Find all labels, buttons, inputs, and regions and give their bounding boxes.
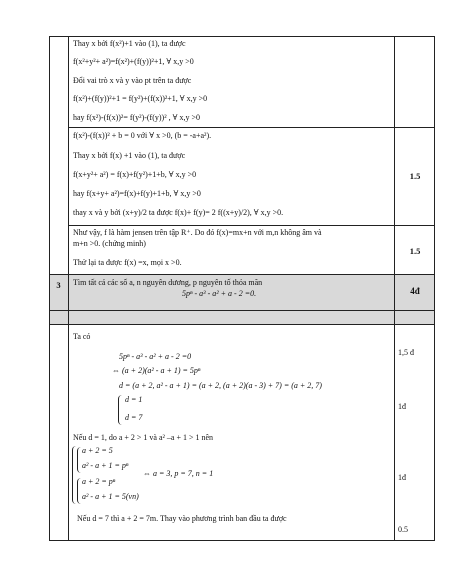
r1-line-5: hay f(x²)-(f(x))²= f(y²)-(f(y))² , ∀ x,y >0 bbox=[73, 113, 200, 122]
solution-eq-3: d = (a + 2, a² - a + 1) = (a + 2, (a + 2)(a - 3) + 7) = (a + 2, 7) bbox=[119, 381, 322, 390]
case-d1: d = 1 bbox=[125, 395, 143, 404]
problem-statement: Tìm tất cả các số a, n nguyên dương, p nguyên tố thỏa mãn bbox=[73, 278, 263, 287]
row-divider-1 bbox=[68, 127, 435, 128]
r1-line-1: Thay x bởi f(x²)+1 vào (1), ta được bbox=[73, 39, 186, 48]
r3-line-1: Như vậy, f là hàm jensen trên tập R⁺. Do đó f(x)=mx+n với m,n không âm và bbox=[73, 228, 322, 237]
system-1-eq-a: a + 2 = 5 bbox=[82, 446, 113, 455]
r1-line-2: f(x²+y²+ a²)=f(x²)+(f(y))²+1, ∀ x,y >0 bbox=[73, 57, 194, 66]
r1-line-4: f(x²)+(f(y))²+1 = f(y²)+(f(x))²+1, ∀ x,y >0 bbox=[73, 94, 208, 103]
r2-line-5: thay x và y bởi (x+y)/2 ta được f(x)+ f(y)= 2 f((x+y)/2), ∀ x,y >0. bbox=[73, 208, 284, 217]
score-1: 1,5 đ bbox=[398, 348, 414, 357]
row-divider-2 bbox=[68, 225, 435, 226]
case-brace bbox=[118, 395, 123, 425]
col-divider-1 bbox=[68, 36, 69, 541]
row-divider-3 bbox=[49, 274, 435, 275]
score-3: 1đ bbox=[398, 473, 406, 482]
r2-line-3: f(x+y²+ a²) = f(x)+f(y²)+1+b, ∀ x,y >0 bbox=[73, 170, 197, 179]
condition-line: Nếu d = 1, do a + 2 > 1 và a² –a + 1 > 1 nên bbox=[73, 433, 214, 442]
case-d7: d = 7 bbox=[125, 413, 143, 422]
r1-line-3: Đổi vai trò x và y vào pt trên ta được bbox=[73, 76, 192, 85]
solution-eq-2: ⇔ (a + 2)(a² - a + 1) = 5pⁿ bbox=[112, 366, 201, 375]
r3-score: 1.5 bbox=[409, 246, 421, 256]
row-divider-5 bbox=[49, 324, 435, 325]
row-divider-4 bbox=[49, 310, 435, 311]
r2-line-2: Thay x bởi f(x) +1 vào (1), ta được bbox=[73, 151, 186, 160]
system-2-eq-a: a + 2 = pⁿ bbox=[82, 477, 116, 486]
problem-equation: 5pⁿ - a³ - a² + a - 2 =0. bbox=[182, 289, 257, 298]
system-1-brace bbox=[77, 447, 81, 473]
r2-line-4: hay f(x+y+ a²)=f(x)+f(y)+1+b, ∀ x,y >0 bbox=[73, 189, 201, 198]
score-4: 0.5 bbox=[398, 525, 408, 534]
r2-line-1: f(x²)-(f(x))² + b = 0 với ∀ x >0, (b = -a+a²). bbox=[73, 131, 212, 140]
score-2: 1đ bbox=[398, 402, 406, 411]
solution-eq-1: 5pⁿ - a³ - a² + a - 2 =0 bbox=[119, 352, 192, 361]
r3-line-3: Thử lại ta được f(x) =x, mọi x >0. bbox=[73, 258, 182, 267]
r2-score: 1.5 bbox=[409, 171, 421, 181]
system-1-eq-b: a² - a + 1 = pⁿ bbox=[82, 461, 129, 470]
solution-intro: Ta có bbox=[73, 332, 91, 341]
system-result: ⇔ a = 3, p = 7, n = 1 bbox=[143, 469, 214, 478]
system-2-eq-b: a² - a + 1 = 5(vn) bbox=[82, 492, 139, 501]
solution-last-line: Nếu d = 7 thì a + 2 = 7m. Thay vào phương trình ban đầu ta được bbox=[77, 514, 287, 523]
problem-number: 3 bbox=[56, 280, 61, 290]
system-2-brace bbox=[77, 478, 81, 504]
r3-line-2: m+n >0. (chứng minh) bbox=[73, 239, 146, 248]
problem-score: 4đ bbox=[410, 286, 420, 296]
